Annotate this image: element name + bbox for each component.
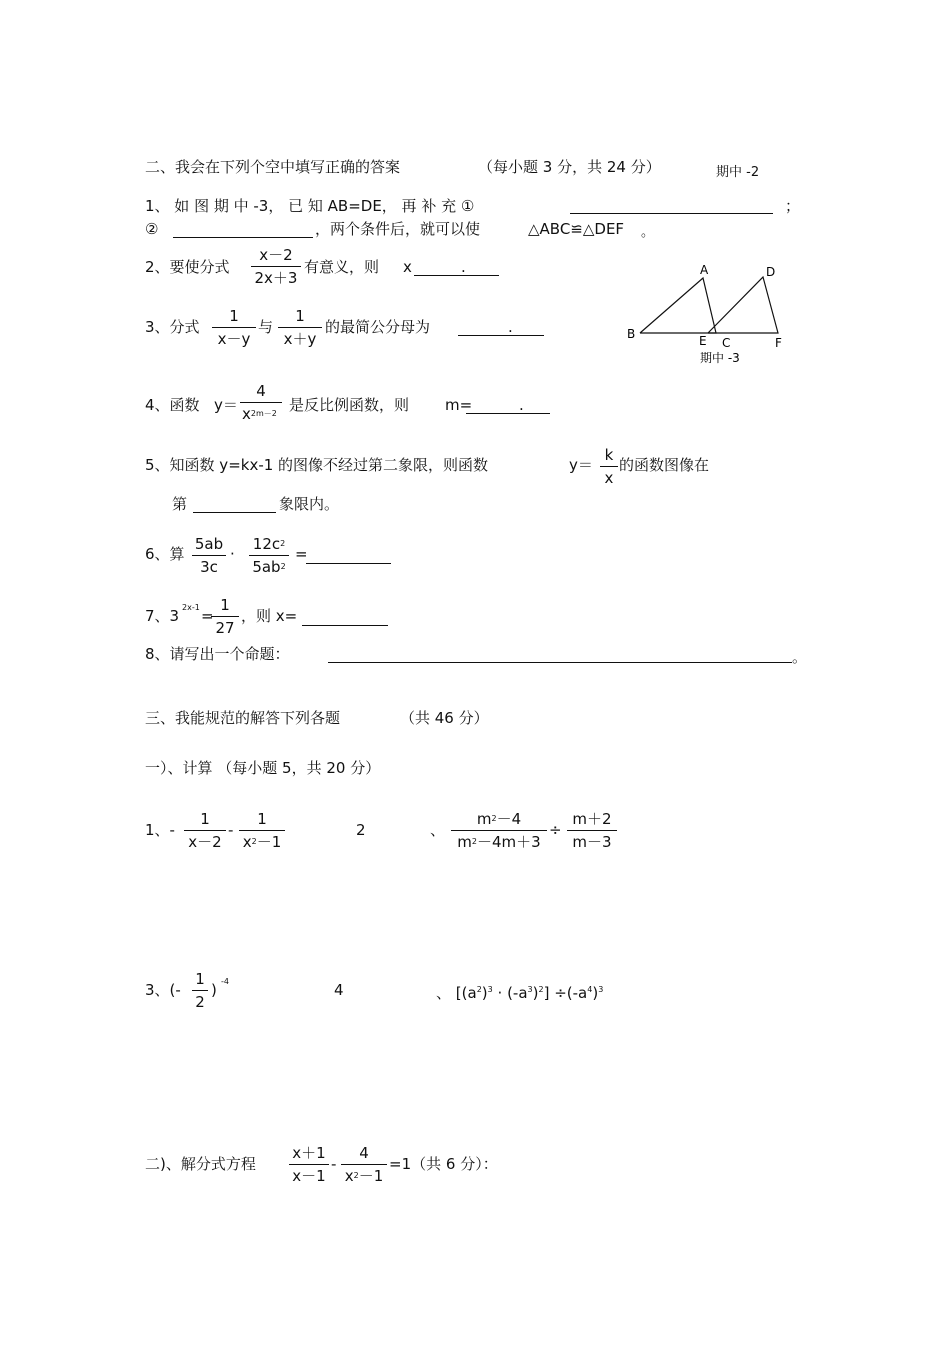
calc2-den1-base: m: [457, 833, 472, 851]
q6-denominator2: [249, 558, 289, 576]
q1-semicolon: ；: [785, 197, 801, 215]
q7-after: ，则 x=: [241, 607, 298, 625]
q6-den2-exp: 2: [280, 562, 286, 571]
calc2-denominator1: [451, 833, 547, 851]
q2-label: 2、要使分式: [145, 258, 230, 276]
q3-fraction1: [212, 307, 256, 348]
calc1-fraction2: [239, 810, 285, 851]
point-e-label: E: [699, 334, 707, 348]
q7-blank[interactable]: [302, 625, 388, 626]
q4-fraction-bar: [240, 402, 282, 403]
q5-numerator: k: [604, 446, 614, 464]
q7-fraction: [211, 596, 239, 637]
calc2-num1-exp: 2: [491, 814, 497, 823]
q6-label: 6、算: [145, 545, 185, 563]
q6-blank[interactable]: [306, 563, 391, 564]
q2-blank[interactable]: [414, 275, 499, 276]
calc4-exp6: 3: [598, 985, 604, 994]
q4-after: 是反比例函数，则: [289, 396, 410, 414]
calc2-num1-rest: －4: [496, 810, 522, 828]
q3-fraction2: [278, 307, 322, 348]
q6-eq: =: [295, 545, 308, 563]
calc2-num1-base: m: [476, 810, 492, 828]
q3-numerator2: 1: [295, 307, 305, 325]
q1-period: 。: [641, 225, 655, 240]
section2-score: （每小题 3 分，共 24 分）: [478, 158, 661, 176]
calc4-exp1: 2: [476, 985, 482, 994]
sub1-heading: 一）、计算 （每小题 5，共 20 分）: [145, 759, 381, 777]
q3-fraction-bar2: [278, 327, 322, 328]
sub2-fraction-bar1: [289, 1164, 329, 1165]
sub2-minus: -: [331, 1155, 337, 1173]
sub2-fraction-bar2: [341, 1164, 387, 1165]
sub2-den2-rest: －1: [358, 1167, 384, 1185]
q1-line2: ，两个条件后，就可以使: [315, 220, 481, 238]
calc2-div: ÷: [549, 821, 562, 839]
calc2-fraction1: [451, 810, 547, 851]
q4-dot: .: [519, 396, 524, 414]
q1-blank2[interactable]: [173, 237, 313, 238]
calc4-exp4: 2: [538, 985, 544, 994]
calc2-fraction2: [567, 810, 617, 851]
calc2-den1-rest: －4m＋3: [477, 833, 541, 851]
q5-quadrant: 象限内。: [279, 495, 340, 513]
calc1-denominator2: [239, 833, 285, 851]
calc1-fraction-bar1: [184, 830, 226, 831]
q3-dot: .: [508, 318, 513, 336]
point-d-label: D: [766, 265, 776, 279]
calc4-part4: ): [532, 984, 539, 1002]
calc1-numerator2: 1: [257, 810, 267, 828]
q1-congruence: △ABC≌△DEF: [528, 220, 625, 238]
q6-num2-base: 12c: [252, 535, 281, 553]
calc3-close: ): [211, 981, 217, 999]
calc1-minus: -: [228, 821, 234, 839]
q4-y: y＝: [214, 396, 238, 414]
calc4-exp3: 3: [527, 985, 533, 994]
calc1-fraction-bar2: [239, 830, 285, 831]
q6-numerator2: [249, 535, 289, 553]
calc1-den2-rest: －1: [256, 833, 282, 851]
section3-score: （共 46 分）: [400, 709, 489, 727]
q5-blank[interactable]: [193, 512, 276, 513]
calc4-part3: · (-a: [497, 984, 528, 1002]
q5-fraction: [600, 446, 618, 487]
q7-exp: 2x-1: [182, 603, 200, 612]
q7-numerator: 1: [220, 596, 230, 614]
q4-denominator: [240, 405, 282, 423]
calc2-denominator2: m－3: [572, 833, 612, 851]
q2-fraction: [251, 246, 301, 287]
calc4-part1: [(a: [455, 984, 477, 1002]
calc2-den1-exp: 2: [471, 837, 477, 846]
q6-fraction-bar2: [249, 555, 289, 556]
calc3-numerator: 1: [195, 970, 205, 988]
q7-fraction-bar: [211, 616, 239, 617]
calc4-label: 4: [334, 981, 344, 999]
q6-num2-exp: 2: [280, 539, 286, 548]
calc3-fraction-bar: [192, 990, 208, 991]
sub2-den2-base: x: [344, 1167, 354, 1185]
q5-after: 的函数图像在: [619, 456, 710, 474]
point-b-label: B: [627, 327, 636, 341]
calc4-part6: ): [592, 984, 599, 1002]
sub2-denominator1: x－1: [292, 1167, 326, 1185]
section2-heading: 二、我会在下列个空中填写正确的答案: [145, 158, 401, 176]
q3-fraction-bar1: [212, 327, 256, 328]
q2-after: 有意义，则: [304, 258, 380, 276]
calc3-fraction: [192, 970, 208, 1011]
calc4-sep: 、: [436, 984, 452, 1002]
q4-blank[interactable]: [466, 413, 550, 414]
point-c-label: C: [722, 336, 731, 350]
q4-fraction: [240, 382, 282, 423]
q2-x: x: [403, 258, 412, 276]
calc1-denominator1: x－2: [188, 833, 222, 851]
q6-fraction2: [249, 535, 289, 576]
q6-denominator1: 3c: [200, 558, 218, 576]
q3-label: 3、分式: [145, 318, 200, 336]
q6-fraction1: [192, 535, 226, 576]
q6-numerator1: 5ab: [194, 535, 224, 553]
calc2-sep: 、: [430, 821, 446, 839]
q6-den2-base: 5ab: [252, 558, 281, 576]
q3-numerator1: 1: [229, 307, 239, 325]
sub2-den2-exp: 2: [353, 1171, 359, 1180]
calc3-exp: -4: [221, 977, 229, 986]
triangle-abc: [640, 278, 716, 333]
q7-base: 7、3: [145, 607, 180, 625]
q4-label: 4、函数: [145, 396, 200, 414]
calc1-label: 1、-: [145, 821, 175, 839]
calc2-numerator2: m＋2: [572, 810, 612, 828]
calc4-exp2: 3: [487, 985, 493, 994]
q3-blank[interactable]: [458, 335, 544, 336]
q5-denominator: x: [604, 469, 614, 487]
q4-den-base: x: [242, 405, 251, 423]
q1-blank1[interactable]: [570, 213, 773, 214]
q6-dot-op: ·: [230, 545, 235, 563]
sub2-after: =1（共 6 分）：: [389, 1155, 498, 1173]
triangles-figure: [620, 258, 790, 370]
q5-line1: 5、知函数 y=kx-1 的图像不经过第二象限，则函数: [145, 456, 489, 474]
q1-line1: 1、 如 图 期 中 -3， 已 知 AB=DE， 再 补 充 ①: [145, 197, 475, 215]
sub2-numerator2: 4: [359, 1144, 369, 1162]
sub2-fraction2: [341, 1144, 387, 1185]
q2-fraction-bar: [251, 266, 301, 267]
q2-dot: .: [461, 258, 466, 276]
q1-circle2: ②: [145, 220, 159, 238]
q5-fraction-bar: [600, 466, 618, 467]
calc4-expression: [436, 981, 603, 1002]
q5-di: 第: [172, 495, 188, 513]
q5-y: y＝: [569, 456, 593, 474]
sub2-denominator2: [341, 1167, 387, 1185]
q4-numerator: 4: [256, 382, 266, 400]
calc2-numerator1: [451, 810, 547, 828]
calc1-den2-base: x: [242, 833, 252, 851]
calc1-numerator1: 1: [200, 810, 210, 828]
q7-eq: =: [201, 607, 214, 625]
calc2-label: 2: [356, 821, 366, 839]
calc1-fraction1: [184, 810, 226, 851]
triangle-def: [708, 277, 778, 333]
q4-den-exp: 2m－2: [250, 409, 277, 418]
sub2-label: 二)、解分式方程: [145, 1155, 256, 1173]
point-f-label: F: [775, 336, 782, 350]
calc2-fraction-bar1: [451, 830, 547, 831]
calc3-label: 3、(-: [145, 981, 181, 999]
q8-label: 8、请写出一个命题：: [145, 645, 290, 663]
section3-heading: 三、我能规范的解答下列各题: [145, 709, 341, 727]
point-a-label: A: [700, 263, 709, 277]
calc4-part5: ] ÷(-a: [543, 984, 588, 1002]
q3-mid: 与: [258, 318, 274, 336]
figure-ref-top: 期中 -2: [716, 165, 760, 180]
q6-fraction-bar1: [192, 555, 226, 556]
q2-numerator: x－2: [259, 246, 293, 264]
sub2-numerator1: x＋1: [292, 1144, 326, 1162]
q2-denominator: 2x＋3: [254, 269, 298, 287]
q8-period: 。: [792, 648, 808, 666]
calc4-exp5: 4: [587, 985, 593, 994]
calc1-den2-exp: 2: [251, 837, 257, 846]
calc3-denominator: 2: [195, 993, 205, 1011]
sub2-fraction1: [289, 1144, 329, 1185]
q4-m: m=: [445, 396, 473, 414]
calc2-fraction-bar2: [567, 830, 617, 831]
q3-denominator1: x－y: [217, 330, 251, 348]
q7-denominator: 27: [215, 619, 235, 637]
q3-denominator2: x＋y: [283, 330, 317, 348]
calc4-part2: ): [481, 984, 488, 1002]
figure-caption: 期中 -3: [700, 351, 740, 365]
q3-after: 的最简公分母为: [325, 318, 431, 336]
q8-blank[interactable]: [328, 662, 792, 663]
